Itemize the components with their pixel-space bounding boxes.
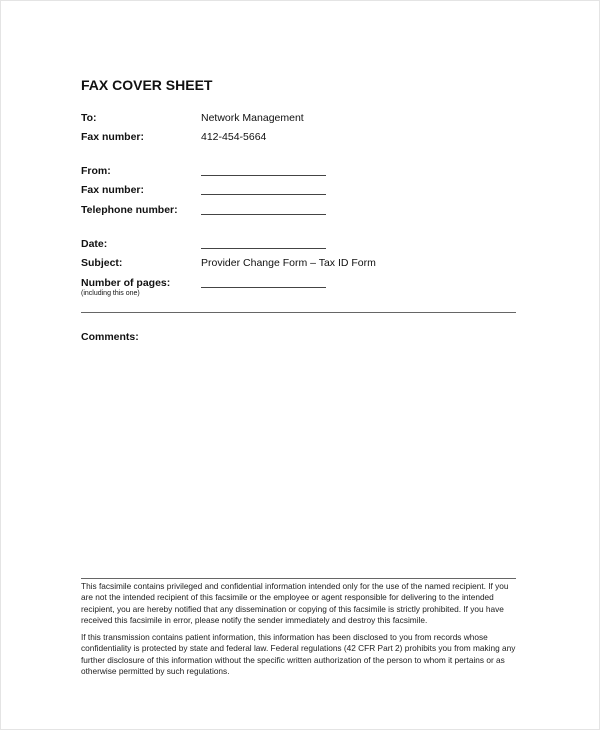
patient-info-notice: If this transmission contains patient information, this information has been disclosed to you from records whose confidentiality is protected by state and federal law. Federal regulations (42 CFR Part 2) prohibits you from making any further disclosure of this information without the specific written authorization of the person to whom it pertains or as otherwise permitted by such regulations.	[81, 632, 516, 676]
subject-value: Provider Change Form – Tax ID Form	[201, 257, 376, 269]
to-fax-value: 412-454-5664	[201, 131, 267, 143]
from-fax-label: Fax number:	[81, 184, 145, 196]
to-value: Network Management	[201, 112, 304, 124]
to-label: To:	[81, 112, 97, 124]
pages-note: (including this one)	[81, 290, 140, 297]
date-label: Date:	[81, 238, 108, 250]
from-field[interactable]	[201, 175, 326, 176]
telephone-field[interactable]	[201, 214, 326, 215]
from-fax-field[interactable]	[201, 194, 326, 195]
date-field[interactable]	[201, 248, 326, 249]
disclaimer-divider	[81, 578, 516, 579]
comments-label: Comments:	[81, 331, 139, 343]
confidentiality-notice: This facsimile contains privileged and confidential information intended only for the use of the named recipient. If you are not the intended recipient of this facsimile or the employee or agent responsible for delivering to the intended recipient, you are hereby notified that any dissemination or copying of this facsimile is strictly prohibited. If you have received this facsimile in error, please notify the sender immediately and destroy this facsimile.	[81, 581, 509, 625]
to-fax-label: Fax number:	[81, 131, 145, 143]
telephone-label: Telephone number:	[81, 204, 178, 216]
page-title: FAX COVER SHEET	[81, 77, 213, 93]
subject-label: Subject:	[81, 257, 123, 269]
divider	[81, 312, 516, 313]
pages-field[interactable]	[201, 287, 326, 288]
pages-label: Number of pages:	[81, 277, 171, 289]
from-label: From:	[81, 165, 111, 177]
